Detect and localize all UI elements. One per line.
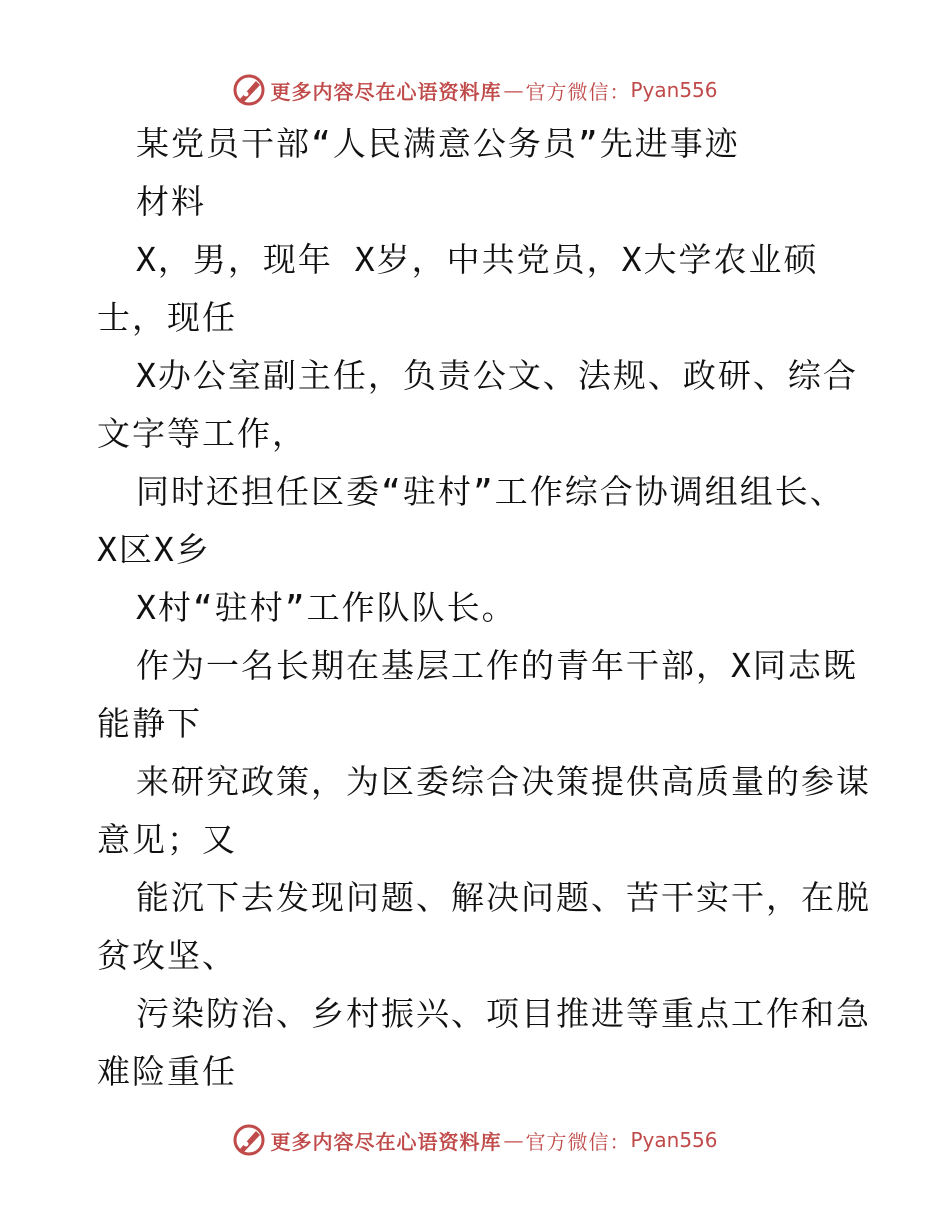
doc-line: X，男，现年 X岁，中共党员，X大学农业硕: [136, 240, 819, 279]
doc-line: 能沉下去发现问题、解决问题、苦干实干，在脱: [136, 878, 871, 917]
banner-slogan: 更多内容尽在心语资料库: [270, 79, 502, 104]
banner-dash: —: [503, 1128, 524, 1152]
doc-line: X办公室副主任，负责公文、法规、政研、综合: [136, 356, 858, 395]
doc-line: 文字等工作，: [97, 414, 307, 453]
doc-line: X村“驻村”工作队队长。: [136, 588, 517, 627]
banner-dash: —: [503, 78, 524, 102]
pen-logo-icon: [232, 1123, 266, 1157]
banner-slogan: 更多内容尽在心语资料库: [270, 1129, 502, 1154]
doc-line: X区X乡: [97, 530, 211, 569]
doc-title-line-1: 某党员干部“人民满意公务员”先进事迹: [136, 124, 740, 163]
banner-account-id: Pyan556: [630, 1128, 718, 1152]
doc-line: 同时还担任区委“驻村”工作综合协调组组长、: [136, 472, 845, 511]
doc-line: 士，现任: [97, 298, 237, 337]
pen-logo-icon: [232, 73, 266, 107]
doc-title-line-2: 材料: [136, 182, 206, 221]
doc-line: 能静下: [97, 704, 202, 743]
doc-line: 难险重任: [97, 1052, 237, 1091]
header-watermark-banner: [0, 70, 950, 110]
doc-line: 来研究政策，为区委综合决策提供高质量的参谋: [136, 762, 871, 801]
doc-line: 贫攻坚、: [97, 936, 237, 975]
doc-line: 作为一名长期在基层工作的青年干部，X同志既: [136, 646, 858, 685]
banner-account-label: 官方微信：: [525, 79, 631, 104]
footer-watermark-banner: [0, 1120, 950, 1160]
doc-line: 意见；又: [97, 820, 237, 859]
doc-line: 污染防治、乡村振兴、项目推进等重点工作和急: [136, 994, 871, 1033]
banner-account-label: 官方微信：: [525, 1129, 631, 1154]
banner-account-id: Pyan556: [630, 78, 718, 102]
